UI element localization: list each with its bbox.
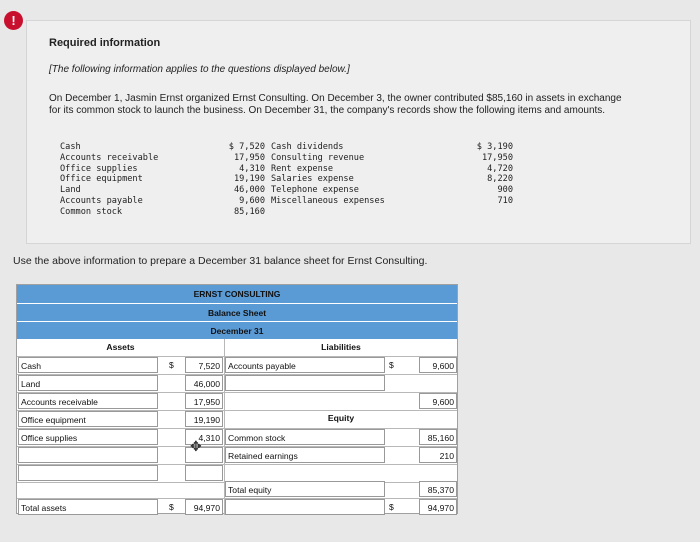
statement-date: December 31	[210, 326, 264, 336]
items-left-values: $ 7,520 17,950 4,310 19,190 46,000 9,600 85,160	[228, 142, 265, 217]
liability-dollar-sign: $	[389, 360, 394, 370]
alert-icon: !	[4, 11, 23, 30]
statement-name: Balance Sheet	[207, 308, 267, 318]
required-information-box	[26, 20, 691, 244]
required-information-title: Required information	[49, 37, 161, 49]
asset-dollar-sign: $	[169, 360, 174, 370]
asset-label-office-equipment[interactable]: Office equipment	[18, 411, 158, 427]
asset-label-empty-2[interactable]	[18, 465, 158, 481]
header-row-date	[17, 321, 457, 339]
liability-value-accounts-payable[interactable]: 9,600	[419, 357, 457, 373]
total-liabilities-equity-value[interactable]: 94,970	[419, 499, 457, 515]
company-name: ERNST CONSULTING	[193, 289, 281, 299]
asset-value-office-equipment[interactable]: 19,190	[185, 411, 223, 427]
equity-value-retained-earnings[interactable]: 210	[419, 447, 457, 463]
asset-label-accounts-receivable[interactable]: Accounts receivable	[18, 393, 158, 409]
move-cursor-icon: ✥	[190, 438, 202, 454]
asset-label-cash[interactable]: Cash	[18, 357, 158, 373]
asset-value-accounts-receivable[interactable]: 17,950	[185, 393, 223, 409]
required-information-note: [The following information applies to the questions displayed below.]	[49, 64, 350, 75]
total-assets-value[interactable]: 94,970	[185, 499, 223, 515]
total-equity-value[interactable]: 85,370	[419, 481, 457, 497]
total-liabilities-value[interactable]: 9,600	[419, 393, 457, 409]
asset-label-office-supplies[interactable]: Office supplies	[18, 429, 158, 445]
assets-header: Assets	[106, 342, 135, 352]
total-assets-label[interactable]: Total assets	[18, 499, 158, 515]
equity-header: Equity	[327, 413, 355, 423]
header-row-company	[17, 285, 457, 303]
items-left-names: Cash Accounts receivable Office supplies Office equipment Land Accounts payable Common stock	[60, 142, 159, 217]
problem-paragraph: On December 1, Jasmin Ernst organized Ernst Consulting. On December 3, the owner contributed $85,160 in assets in exchange for its common stock to launch the business. On December 31, the company's records show the following items and amounts.	[49, 93, 622, 116]
items-right-values: $ 3,190 17,950 4,720 8,220 900 710	[476, 142, 513, 206]
total-le-dollar-sign: $	[389, 502, 394, 512]
liability-label-empty[interactable]	[225, 375, 385, 391]
column-header-row	[17, 339, 457, 356]
asset-value-office-supplies[interactable]: 4,310	[185, 429, 223, 445]
asset-label-empty-1[interactable]	[18, 447, 158, 463]
instruction-text: Use the above information to prepare a December 31 balance sheet for Ernst Consulting.	[13, 255, 428, 267]
liability-label-accounts-payable[interactable]: Accounts payable	[225, 357, 385, 373]
total-equity-label[interactable]: Total equity	[225, 481, 385, 497]
total-liabilities-equity-label[interactable]	[225, 499, 385, 515]
liabilities-header: Liabilities	[321, 342, 361, 352]
asset-value-empty-2[interactable]	[185, 465, 223, 481]
total-assets-dollar-sign: $	[169, 502, 174, 512]
equity-label-retained-earnings[interactable]: Retained earnings	[225, 447, 385, 463]
asset-value-land[interactable]: 46,000	[185, 375, 223, 391]
header-row-statement	[17, 303, 457, 321]
asset-label-land[interactable]: Land	[18, 375, 158, 391]
balance-sheet-panel	[16, 284, 458, 514]
items-right-names: Cash dividends Consulting revenue Rent expense Salaries expense Telephone expense Miscellaneous expenses	[271, 142, 385, 206]
asset-value-cash[interactable]: 7,520	[185, 357, 223, 373]
equity-label-common-stock[interactable]: Common stock	[225, 429, 385, 445]
equity-value-common-stock[interactable]: 85,160	[419, 429, 457, 445]
